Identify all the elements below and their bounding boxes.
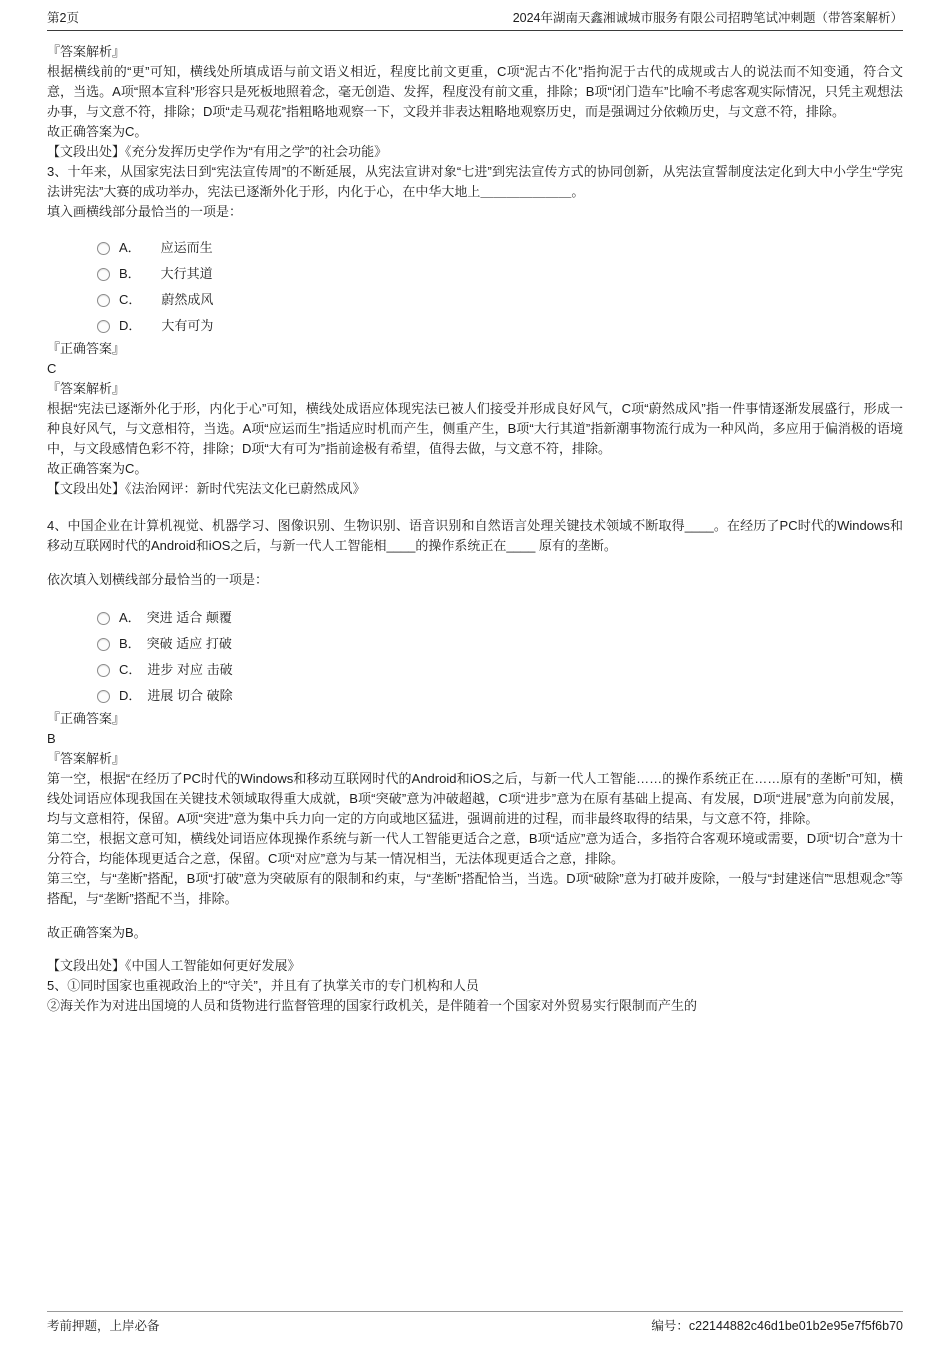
question-4-options xyxy=(47,605,903,709)
option-text: 大有可为 xyxy=(161,318,214,333)
correct-answer-value: B xyxy=(47,731,56,746)
radio-button-icon[interactable] xyxy=(97,242,110,255)
option-text: 大行其道 xyxy=(160,266,213,281)
radio-button-icon[interactable] xyxy=(97,268,110,281)
question-5-line-1: 5、①同时国家也重视政治上的“守关”，并且有了执掌关市的专门机构和人员 xyxy=(47,978,479,993)
footer-serial-number: 编号：c22144882c46d1be01b2e95e7f5f6b70 xyxy=(651,1319,903,1333)
question-4-stem: 4、中国企业在计算机视觉、机器学习、图像识别、生物识别、语音识别和自然语言处理关键技术领域不断取得____。在经历了PC时代的Windows和移动互联网时代的Android和iOS之后，与新一代人工智能相____的操作系统正在____ 原有的垄断。 xyxy=(47,518,903,553)
analysis-paragraph-2: 第二空，根据文意可知，横线处词语应体现操作系统与新一代人工智能更适合之意，B项“适应”意为适合，多指符合客观环境或需要，D项“切合”意为十分符合，均能体现更适合之意，保留。C项“对应”意为与某一情况相当，无法体现更适合之意，排除。 xyxy=(47,831,903,866)
option-letter: D． xyxy=(119,688,142,703)
option-letter: B． xyxy=(119,636,141,651)
correct-answer-value: C xyxy=(47,361,57,376)
option-row-d[interactable] xyxy=(47,313,903,339)
radio-button-icon[interactable] xyxy=(97,320,110,333)
option-letter: C． xyxy=(119,662,142,677)
option-letter: A． xyxy=(119,240,141,255)
correct-answer-heading: 『正确答案』 xyxy=(47,711,126,726)
correct-answer-heading: 『正确答案』 xyxy=(47,341,126,356)
analysis-paragraph-1: 第一空，根据“在经历了PC时代的Windows和移动互联网时代的Android和iOS之后，与新一代人工智能……的操作系统正在……原有的垄断”可知，横线处词语应体现我国在关键技术领域取得重大成就，B项“突破”意为冲破超越，C项“进步”意为在原有基础上提高、有发展，D项“进展”意为向前发展，均与文意相符，保留。A项“突进”意为集中兵力向一定的方向或地区猛进，强调前进的过程，而非最终取得的结果，与文意不符，排除。 xyxy=(47,771,903,826)
option-text: 进展 切合 破除 xyxy=(147,688,233,703)
page-header xyxy=(47,11,903,31)
page-number: 第2页 xyxy=(47,11,79,25)
option-text: 蔚然成风 xyxy=(161,292,214,307)
source-reference: 【文段出处】《法治网评：新时代宪法文化已蔚然成风》 xyxy=(47,481,366,496)
option-text: 进步 对应 击破 xyxy=(147,662,233,677)
analysis-paragraph: 根据“宪法已逐渐外化于形，内化于心”可知，横线处成语应体现宪法已被人们接受并形成良好风气，C项“蔚然成风”指一件事情逐渐发展盛行，形成一种良好风气，与文意相符，当选。A项“应运而生”指适应时机而产生，侧重产生，B项“大行其道”指新潮事物流行成为一种风尚，多应用于偏消极的语境中，与文段感情色彩不符，排除；D项“大有可为”指前途极有希望，值得去做，与文意不符，排除。 xyxy=(47,401,903,456)
radio-button-icon[interactable] xyxy=(97,690,110,703)
option-letter: A． xyxy=(119,610,141,625)
analysis-paragraph-3: 第三空，与“垄断”搭配，B项“打破”意为突破原有的限制和约束，与“垄断”搭配恰当，当选。D项“破除”意为打破并废除，一般与“封建迷信”“思想观念”等搭配，与“垄断”搭配不当，排除。 xyxy=(47,871,903,906)
option-row-b[interactable] xyxy=(47,631,903,657)
question-5-line-2: ②海关作为对进出国境的人员和货物进行监督管理的国家行政机关，是伴随着一个国家对外贸易实行限制而产生的 xyxy=(47,998,698,1013)
analysis-paragraph: 根据横线前的“更”可知，横线处所填成语与前文语义相近，程度比前文更重，C项“泥古不化”指拘泥于古代的成规或古人的说法而不知变通，符合文意，当选。A项“照本宣科”形容只是死板地照着念，毫无创造、发挥，程度没有前文重，排除；B项“闭门造车”比喻不考虑客观实际情况，只凭主观想法办事，与文意不符，排除；D项“走马观花”指粗略地观察一下，文段并非表达粗略地观察历史，而是强调过分依赖历史，与文意不符，排除。 xyxy=(47,64,903,119)
analysis-heading: 『答案解析』 xyxy=(47,44,126,59)
analysis-heading: 『答案解析』 xyxy=(47,381,126,396)
document-title: 2024年湖南天鑫湘诚城市服务有限公司招聘笔试冲刺题（带答案解析） xyxy=(512,11,903,25)
question-3-prompt: 填入画横线部分最恰当的一项是： xyxy=(47,204,243,219)
verdict-text: 故正确答案为C。 xyxy=(47,124,148,139)
question-3-options xyxy=(47,235,903,339)
footer-slogan: 考前押题，上岸必备 xyxy=(47,1319,160,1333)
option-letter: B． xyxy=(119,266,141,281)
page-content xyxy=(47,42,903,1016)
option-row-d[interactable] xyxy=(47,683,903,709)
option-text: 应运而生 xyxy=(160,240,213,255)
page-footer xyxy=(47,1311,903,1334)
question-4-prompt: 依次填入划横线部分最恰当的一项是： xyxy=(47,572,269,587)
radio-button-icon[interactable] xyxy=(97,612,110,625)
option-letter: D． xyxy=(119,318,142,333)
verdict-text: 故正确答案为C。 xyxy=(47,461,148,476)
option-row-c[interactable] xyxy=(47,657,903,683)
option-row-a[interactable] xyxy=(47,235,903,261)
verdict-text: 故正确答案为B。 xyxy=(47,925,147,940)
option-text: 突破 适应 打破 xyxy=(146,636,232,651)
source-reference: 【文段出处】《中国人工智能如何更好发展》 xyxy=(47,958,301,973)
radio-button-icon[interactable] xyxy=(97,638,110,651)
option-row-a[interactable] xyxy=(47,605,903,631)
option-row-b[interactable] xyxy=(47,261,903,287)
option-row-c[interactable] xyxy=(47,287,903,313)
radio-button-icon[interactable] xyxy=(97,664,110,677)
question-3-stem: 3、十年来，从国家宪法日到“宪法宣传周”的不断延展，从宪法宣讲对象“七进”到宪法宣传方式的协同创新，从宪法宣誓制度法定化到大中小学生“学宪法讲宪法”大赛的成功举办，宪法已逐渐外化于形，内化于心，在中华大地上＿＿＿＿＿＿＿。 xyxy=(47,164,903,199)
source-reference: 【文段出处】《充分发挥历史学作为“有用之学”的社会功能》 xyxy=(47,144,388,159)
option-text: 突进 适合 颠覆 xyxy=(146,610,232,625)
analysis-heading: 『答案解析』 xyxy=(47,751,126,766)
radio-button-icon[interactable] xyxy=(97,294,110,307)
option-letter: C． xyxy=(119,292,142,307)
